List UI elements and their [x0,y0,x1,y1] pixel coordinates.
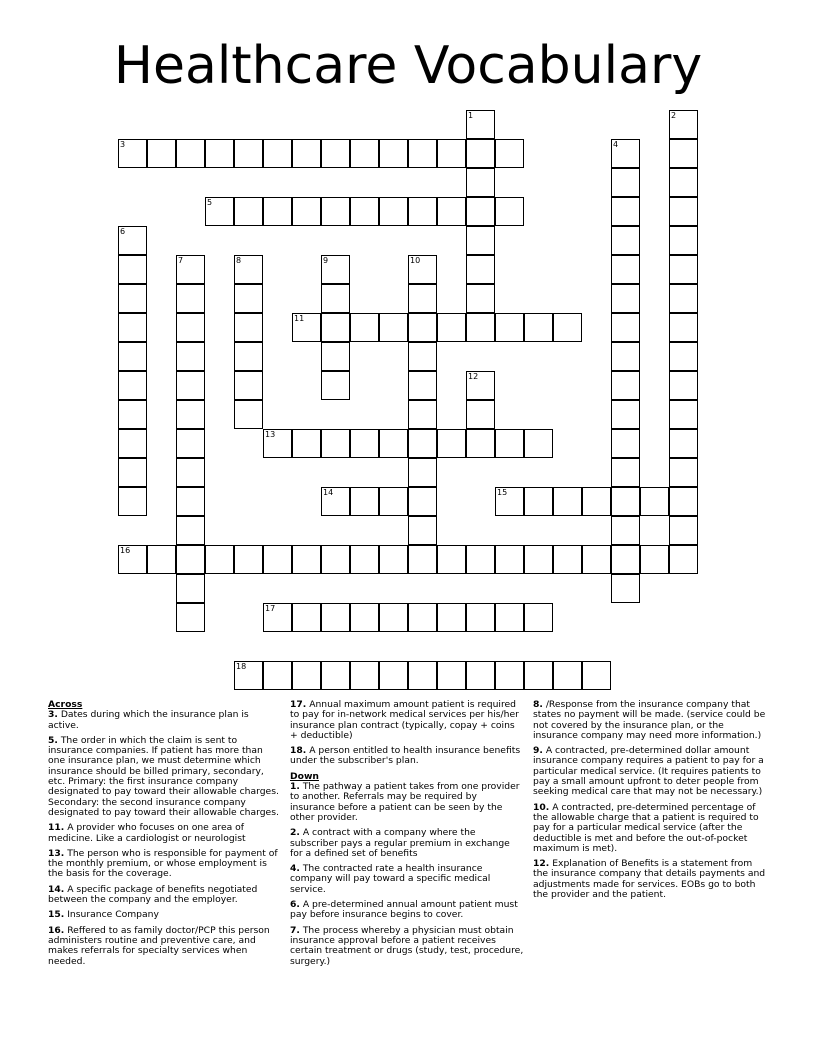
grid-cell[interactable] [176,255,205,284]
grid-cell[interactable] [379,139,408,168]
grid-cell[interactable] [553,313,582,342]
grid-cell[interactable] [379,313,408,342]
grid-cell[interactable] [234,139,263,168]
grid-cell[interactable] [292,661,321,690]
clue-across-15: 15. Insurance Company [48,909,159,921]
grid-cell[interactable] [379,197,408,226]
grid-cell[interactable] [321,197,350,226]
grid-cell[interactable] [350,197,379,226]
grid-cell[interactable] [669,516,698,545]
clue-number: 12 [468,372,479,381]
grid-cell[interactable] [408,458,437,487]
grid-cell[interactable] [234,255,263,284]
grid-cell[interactable] [263,603,292,632]
grid-cell[interactable] [611,197,640,226]
grid-cell[interactable] [524,313,553,342]
grid-cell[interactable] [234,545,263,574]
grid-cell[interactable] [524,661,553,690]
grid-cell[interactable] [234,197,263,226]
grid-cell[interactable] [379,661,408,690]
clues-column-1 [48,700,280,972]
clue-down-7: 7. The process whereby a physician must obtain insurance approval before a patient receives certain treatment or drugs (study, test, procedure, surgery.) [290,924,524,967]
clue-number: 15 [497,488,508,497]
grid-cell[interactable] [118,371,147,400]
grid-cell[interactable] [176,574,205,603]
grid-cell[interactable] [611,487,640,516]
grid-cell[interactable] [321,603,350,632]
grid-cell[interactable] [176,342,205,371]
grid-cell[interactable] [437,139,466,168]
grid-cell[interactable] [611,226,640,255]
grid-cell[interactable] [611,458,640,487]
grid-cell[interactable] [669,226,698,255]
grid-cell[interactable] [669,110,698,139]
grid-cell[interactable] [611,400,640,429]
grid-cell[interactable] [408,429,437,458]
grid-cell[interactable] [176,458,205,487]
clue-number: 16 [120,546,131,555]
clues-column-3 [533,700,769,905]
grid-cell[interactable] [437,545,466,574]
grid-cell[interactable] [118,255,147,284]
grid-cell[interactable] [611,371,640,400]
grid-cell[interactable] [176,516,205,545]
grid-cell[interactable] [292,197,321,226]
grid-cell[interactable] [524,603,553,632]
grid-cell[interactable] [611,139,640,168]
grid-cell[interactable] [176,545,205,574]
grid-cell[interactable] [234,661,263,690]
grid-cell[interactable] [669,255,698,284]
grid-cell[interactable] [350,313,379,342]
grid-cell[interactable] [321,342,350,371]
grid-cell[interactable] [118,400,147,429]
clue-down-10: 10. A contracted, pre-determined percentage of the allowable charge that a patient is required to pay for a particular medical service (after the deductible is met and before the out-of-pocket maximum is met). [533,801,759,854]
grid-cell[interactable] [669,168,698,197]
clue-number: 11 [294,314,305,323]
grid-cell[interactable] [582,661,611,690]
grid-cell[interactable] [379,429,408,458]
grid-cell[interactable] [321,661,350,690]
grid-cell[interactable] [118,429,147,458]
clue-across-5: 5. The order in which the claim is sent to insurance companies. If patient has more than one insurance plan, we must determine which insurance should be billed primary, secondary, etc. Primary: the first insurance company designated to pay toward their allowable charges. Secondary: the second insurance company designated to pay toward their allowable charges. [48,734,279,818]
clue-number: 18 [236,662,247,671]
grid-cell[interactable] [321,313,350,342]
grid-cell[interactable] [466,197,495,226]
grid-cell[interactable] [495,487,524,516]
grid-cell[interactable] [234,313,263,342]
grid-cell[interactable] [350,661,379,690]
clue-down-6: 6. A pre-determined annual amount patient must pay before insurance begins to cover. [290,899,518,921]
grid-cell[interactable] [118,284,147,313]
grid-cell[interactable] [466,429,495,458]
grid-cell[interactable] [524,487,553,516]
grid-cell[interactable] [176,284,205,313]
grid-cell[interactable] [350,545,379,574]
grid-cell[interactable] [466,371,495,400]
clue-down-9: 9. A contracted, pre-determined dollar amount insurance company requires a patient to pay for a particular medical service. (It requires patients to pay a small amount upfront to deter people from seeking medical care that may not be necessary.) [533,745,764,798]
grid-cell[interactable] [263,197,292,226]
grid-cell[interactable] [553,545,582,574]
clue-number: 8 [236,256,242,265]
grid-cell[interactable] [611,168,640,197]
grid-cell[interactable] [205,197,234,226]
grid-cell[interactable] [234,400,263,429]
grid-cell[interactable] [495,197,524,226]
grid-cell[interactable] [321,545,350,574]
grid-cell[interactable] [292,139,321,168]
grid-cell[interactable] [350,139,379,168]
grid-cell[interactable] [408,516,437,545]
grid-cell[interactable] [234,284,263,313]
grid-cell[interactable] [205,545,234,574]
grid-cell[interactable] [408,603,437,632]
grid-cell[interactable] [466,313,495,342]
down-heading: Down [290,770,319,782]
clue-number: 6 [120,227,126,236]
grid-cell[interactable] [669,313,698,342]
grid-cell[interactable] [118,545,147,574]
grid-cell[interactable] [379,603,408,632]
grid-cell[interactable] [292,313,321,342]
grid-cell[interactable] [350,487,379,516]
grid-cell[interactable] [669,284,698,313]
grid-cell[interactable] [669,197,698,226]
grid-cell[interactable] [466,110,495,139]
grid-cell[interactable] [611,284,640,313]
grid-cell[interactable] [466,661,495,690]
clue-down-1: 1. The pathway a patient takes from one provider to another. Referrals may be required by insurance before a patient can be seen by the other provider. [290,781,520,823]
clue-down-12: 12. Explanation of Benefits is a statement from the insurance company that details payments and adjustments made for services. EOBs go to both the provider and the patient. [533,858,766,901]
grid-cell[interactable] [321,255,350,284]
grid-cell[interactable] [321,429,350,458]
clue-down-4: 4. The contracted rate a health insurance company will pay toward a specific medical service. [290,863,491,895]
grid-cell[interactable] [669,458,698,487]
grid-cell[interactable] [466,400,495,429]
clue-number: 2 [671,111,677,120]
grid-cell[interactable] [669,429,698,458]
grid-cell[interactable] [640,545,669,574]
grid-cell[interactable] [176,487,205,516]
grid-cell[interactable] [408,661,437,690]
grid-cell[interactable] [611,545,640,574]
grid-cell[interactable] [118,458,147,487]
grid-cell[interactable] [321,487,350,516]
grid-cell[interactable] [176,371,205,400]
grid-cell[interactable] [437,661,466,690]
grid-cell[interactable] [437,313,466,342]
grid-cell[interactable] [495,545,524,574]
grid-cell[interactable] [408,487,437,516]
grid-cell[interactable] [582,545,611,574]
grid-cell[interactable] [611,574,640,603]
grid-cell[interactable] [466,139,495,168]
grid-cell[interactable] [669,487,698,516]
clue-across-16: 16. Reffered to as family doctor/PCP this person administers routine and preventive care, and makes referrals for specialty services when needed. [48,924,270,967]
clue-across-17: 17. Annual maximum amount patient is required to pay for in-network medical services per his/her insurance plan contract (typically, copay + coins + deductible) [290,699,519,741]
grid-cell[interactable] [292,603,321,632]
grid-cell[interactable] [292,545,321,574]
clue-across-11: 11. A provider who focuses on one area of medicine. Like a cardiologist or neurologist [48,822,246,844]
grid-cell[interactable] [234,371,263,400]
grid-cell[interactable] [234,342,263,371]
clue-across-14: 14. A specific package of benefits negotiated between the company and the employer. [48,883,258,906]
grid-cell[interactable] [466,255,495,284]
grid-cell[interactable] [437,603,466,632]
grid-cell[interactable] [263,429,292,458]
clue-across-18: 18. A person entitled to health insurance benefits under the subscriber's plan. [290,745,521,767]
grid-cell[interactable] [495,661,524,690]
grid-cell[interactable] [466,284,495,313]
grid-cell[interactable] [640,487,669,516]
grid-cell[interactable] [176,400,205,429]
grid-cell[interactable] [524,429,553,458]
grid-cell[interactable] [118,342,147,371]
grid-cell[interactable] [466,226,495,255]
grid-cell[interactable] [350,429,379,458]
grid-cell[interactable] [408,342,437,371]
grid-cell[interactable] [611,516,640,545]
grid-cell[interactable] [408,545,437,574]
grid-cell[interactable] [118,139,147,168]
grid-cell[interactable] [118,487,147,516]
grid-cell[interactable] [408,197,437,226]
clue-number: 4 [613,140,619,149]
grid-cell[interactable] [379,545,408,574]
grid-cell[interactable] [669,139,698,168]
grid-cell[interactable] [408,139,437,168]
grid-cell[interactable] [495,603,524,632]
clue-number: 3 [120,140,126,149]
grid-cell[interactable] [437,197,466,226]
grid-cell[interactable] [669,371,698,400]
clue-across-13: 13. The person who is responsible for payment of the monthly premium, or whose employment is the basis for the coverage. [48,847,278,880]
clue-number: 17 [265,604,276,613]
grid-cell[interactable] [611,429,640,458]
puzzle-title: Healthcare Vocabulary [113,36,703,96]
clues-column-2 [290,700,524,972]
grid-cell[interactable] [292,429,321,458]
clue-number: 10 [410,256,421,265]
grid-cell[interactable] [611,342,640,371]
grid-cell[interactable] [263,139,292,168]
grid-cell[interactable] [205,139,234,168]
grid-cell[interactable] [350,603,379,632]
grid-cell[interactable] [553,661,582,690]
grid-cell[interactable] [263,545,292,574]
grid-cell[interactable] [176,313,205,342]
grid-cell[interactable] [553,487,582,516]
grid-cell[interactable] [176,429,205,458]
grid-cell[interactable] [147,139,176,168]
grid-cell[interactable] [582,487,611,516]
grid-cell[interactable] [176,139,205,168]
grid-cell[interactable] [466,603,495,632]
grid-cell[interactable] [118,313,147,342]
grid-cell[interactable] [495,429,524,458]
grid-cell[interactable] [669,545,698,574]
grid-cell[interactable] [408,400,437,429]
clue-down-2: 2. A contract with a company where the subscriber pays a regular premium in exchange for a defined set of benefits [290,827,510,859]
grid-cell[interactable] [611,255,640,284]
clue-number: 5 [207,198,213,207]
grid-cell[interactable] [321,139,350,168]
grid-cell[interactable] [379,487,408,516]
grid-cell[interactable] [495,139,524,168]
across-heading: Across [48,699,83,710]
grid-cell[interactable] [408,255,437,284]
clue-number: 13 [265,430,276,439]
clue-number: 9 [323,256,329,265]
grid-cell[interactable] [408,371,437,400]
grid-cell[interactable] [611,313,640,342]
grid-cell[interactable] [466,545,495,574]
grid-cell[interactable] [466,168,495,197]
grid-cell[interactable] [495,313,524,342]
grid-cell[interactable] [176,603,205,632]
clue-number: 7 [178,256,184,265]
grid-cell[interactable] [669,400,698,429]
clue-number: 1 [468,111,474,120]
grid-cell[interactable] [524,545,553,574]
grid-cell[interactable] [408,313,437,342]
grid-cell[interactable] [321,284,350,313]
grid-cell[interactable] [408,284,437,313]
grid-cell[interactable] [437,429,466,458]
clue-down-8: 8. /Response from the insurance company that states no payment will be made. (service could be not covered by the insurance plan, or the insurance company may need more information.) [533,699,766,741]
grid-cell[interactable] [118,226,147,255]
grid-cell[interactable] [147,545,176,574]
clue-across-3: 3. Dates during which the insurance plan is active. [48,709,249,731]
clue-number: 14 [323,488,334,497]
grid-cell[interactable] [669,342,698,371]
grid-cell[interactable] [263,661,292,690]
grid-cell[interactable] [321,371,350,400]
